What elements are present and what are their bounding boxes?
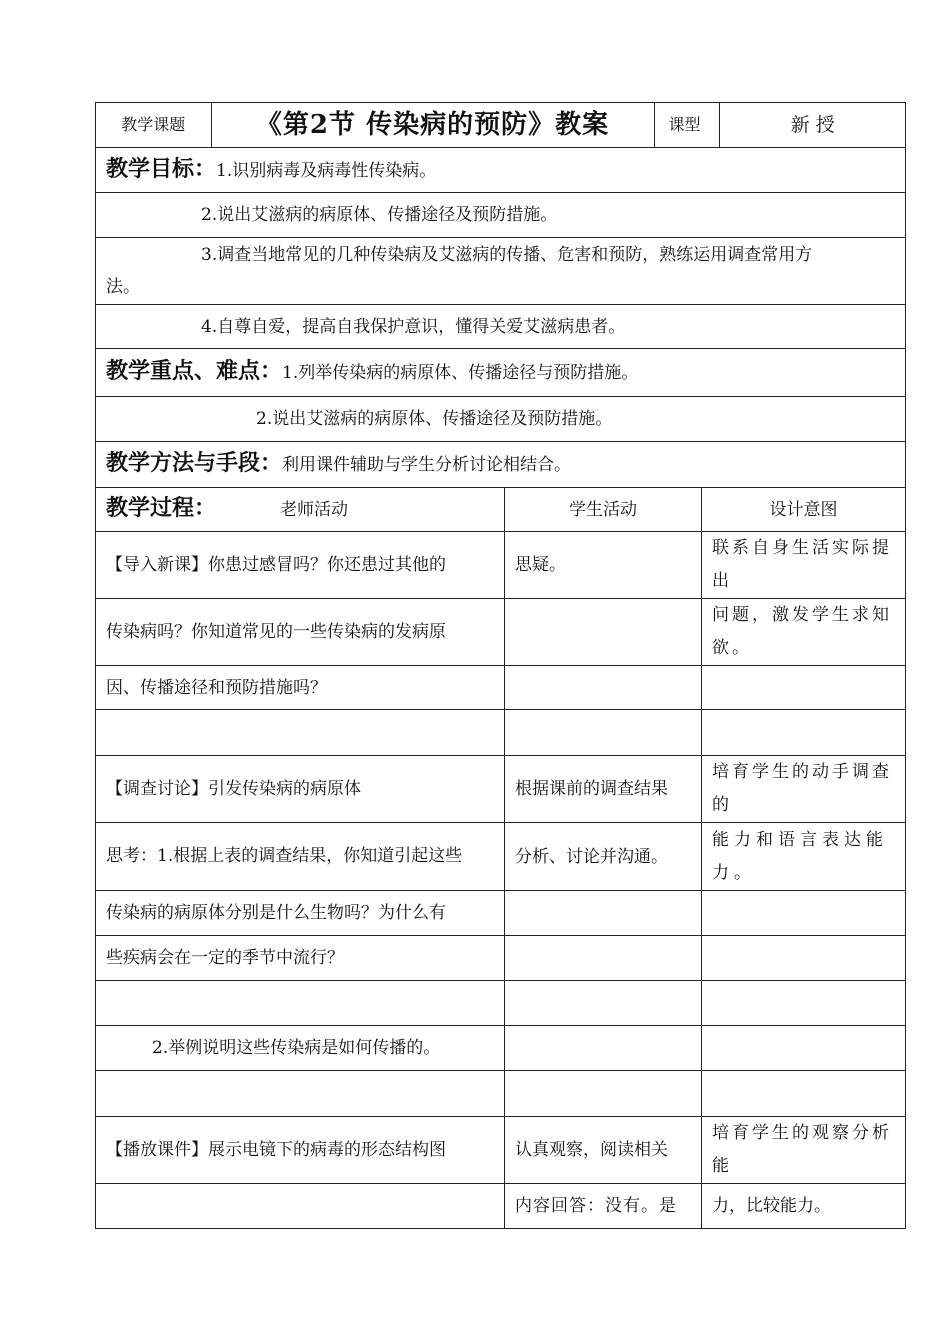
teacher-cell: 【调查讨论】引发传染病的病原体 (96, 756, 505, 823)
design-cell (702, 1071, 906, 1117)
student-cell (505, 710, 702, 756)
teacher-cell: 些疾病会在一定的季节中流行？ (96, 936, 505, 981)
table-row (96, 1071, 906, 1117)
design-cell: 培育学生的动手调查的 (702, 756, 906, 823)
student-cell (505, 666, 702, 710)
student-cell: 根据课前的调查结果 (505, 756, 702, 823)
teacher-cell: 传染病的病原体分别是什么生物吗？为什么有 (96, 891, 505, 936)
objective-item-continued: 法。 (106, 277, 140, 297)
student-cell: 思疑。 (505, 532, 702, 599)
student-cell (505, 936, 702, 981)
col-student-header: 学生活动 (505, 488, 702, 532)
process-heading: 教学过程： (106, 496, 217, 521)
header-row (96, 103, 906, 148)
keypoints-row-2 (96, 397, 906, 442)
design-cell: 培育学生的观察分析能 (702, 1117, 906, 1184)
header-inner (96, 103, 906, 147)
table-row (96, 823, 906, 891)
table-row (96, 756, 906, 823)
teacher-cell: 传染病吗？你知道常见的一些传染病的发病原 (96, 599, 505, 666)
keypoints-row-1 (96, 349, 906, 397)
objective-item: 2.说出艾滋病的病原体、传播途径及预防措施。 (96, 193, 906, 238)
table-row (96, 599, 906, 666)
table-row (96, 710, 906, 756)
process-header-row (96, 488, 906, 532)
teacher-cell (96, 981, 505, 1026)
student-cell (505, 599, 702, 666)
teacher-cell: 2.举例说明这些传染病是如何传播的。 (96, 1026, 505, 1071)
objective-item: 4.自尊自爱，提高自我保护意识，懂得关爱艾滋病患者。 (96, 305, 906, 349)
teacher-cell: 【播放课件】展示电镜下的病毒的形态结构图 (96, 1117, 505, 1184)
design-cell (702, 666, 906, 710)
teacher-cell (96, 1184, 505, 1229)
table-row (96, 981, 906, 1026)
table-row (96, 532, 906, 599)
keypoint-item: 1.列举传染病的病原体、传播途径与预防措施。 (282, 363, 639, 383)
teacher-cell (96, 1071, 505, 1117)
type-value: 新 授 (790, 114, 835, 136)
keypoint-item: 2.说出艾滋病的病原体、传播途径及预防措施。 (96, 397, 906, 442)
methods-text: 利用课件辅助与学生分析讨论相结合。 (282, 455, 572, 475)
student-cell (505, 1071, 702, 1117)
teacher-cell: 因、传播途径和预防措施吗？ (96, 666, 505, 710)
student-cell: 内容回答：没有。是 (505, 1184, 702, 1229)
table-row (96, 936, 906, 981)
design-cell: 能力和语言表达能力。 (702, 823, 906, 891)
lesson-title: 《第2节 传染病的预防》教案 (211, 103, 654, 147)
objectives-row-3 (96, 238, 906, 305)
design-cell (702, 710, 906, 756)
lesson-plan-table (95, 102, 906, 1229)
student-cell (505, 891, 702, 936)
objectives-row-4 (96, 305, 906, 349)
col-design-header: 设计意图 (702, 488, 906, 532)
design-cell: 力，比较能力。 (702, 1184, 906, 1229)
teacher-cell: 思考：1.根据上表的调查结果，你知道引起这些 (96, 823, 505, 891)
objectives-row-1 (96, 148, 906, 193)
teacher-cell: 【导入新课】你患过感冒吗？你还患过其他的 (96, 532, 505, 599)
type-label: 课型 (654, 103, 719, 147)
objective-item: 1.识别病毒及病毒性传染病。 (216, 160, 437, 181)
table-row (96, 1184, 906, 1229)
topic-label: 教学课题 (96, 103, 211, 147)
methods-row (96, 442, 906, 488)
table-row (96, 666, 906, 710)
keypoints-heading: 教学重点、难点： (106, 359, 283, 384)
table-row (96, 891, 906, 936)
student-cell: 认真观察，阅读相关 (505, 1117, 702, 1184)
objectives-heading: 教学目标： (106, 156, 217, 182)
teacher-cell (96, 710, 505, 756)
design-cell (702, 891, 906, 936)
design-cell (702, 936, 906, 981)
objective-item: 3.调查当地常见的几种传染病及艾滋病的传播、危害和预防，熟练运用调查常用方 (201, 245, 813, 265)
design-cell (702, 981, 906, 1026)
design-cell: 问题，激发学生求知欲。 (702, 599, 906, 666)
student-cell: 分析、讨论并沟通。 (505, 823, 702, 891)
methods-heading: 教学方法与手段： (106, 451, 283, 476)
objectives-row-2 (96, 193, 906, 238)
student-cell (505, 981, 702, 1026)
design-cell: 联系自身生活实际提出 (702, 532, 906, 599)
design-cell (702, 1026, 906, 1071)
table-row (96, 1026, 906, 1071)
table-row (96, 1117, 906, 1184)
student-cell (505, 1026, 702, 1071)
col-teacher-header: 老师活动 (280, 500, 349, 520)
